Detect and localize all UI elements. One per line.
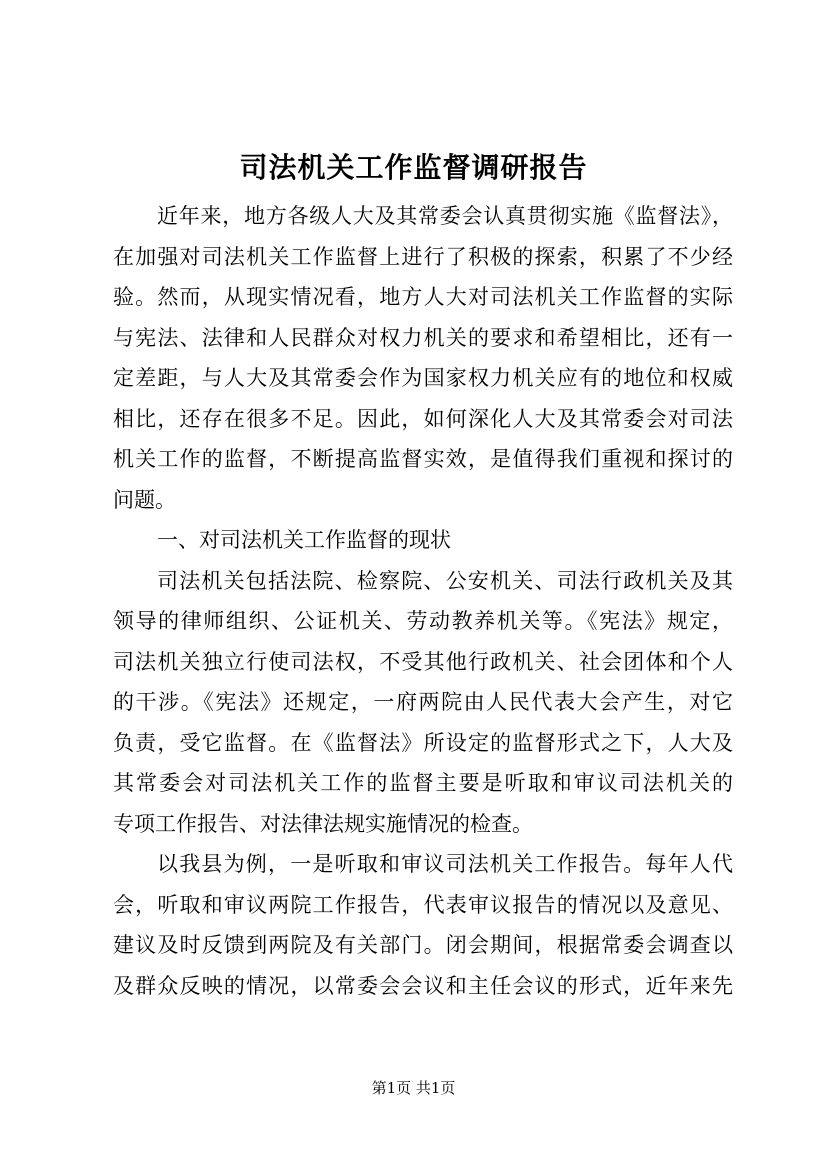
paragraph-line: 近年来，地方各级人大及其常委会认真贯彻实施《监督法》，	[157, 204, 733, 228]
paragraph-line: 其常委会对司法机关工作的监督主要是听取和审议司法机关的	[113, 771, 733, 795]
paragraph-line: 及群众反映的情况，以常委会会议和主任会议的形式，近年来先	[113, 973, 733, 998]
paragraph-line: 会，听取和审议两院工作报告，代表审议报告的情况以及意见、	[113, 892, 733, 917]
paragraph-line: 负责，受它监督。在《监督法》所设定的监督形式之下，人大及	[113, 730, 733, 755]
paragraph-line: 机关工作的监督，不断提高监督实效，是值得我们重视和探讨的	[113, 447, 733, 471]
document-title: 司法机关工作监督调研报告	[239, 151, 588, 184]
paragraph-line: 的干涉。《宪法》还规定，一府两院由人民代表大会产生，对它	[113, 690, 733, 714]
paragraph-line: 司法机关包括法院、检察院、公安机关、司法行政机关及其	[157, 568, 733, 593]
page-footer: 第1页 共1页	[371, 1079, 456, 1097]
paragraph-line: 与宪法、法律和人民群众对权力机关的要求和希望相比，还有一	[113, 325, 733, 350]
paragraph-line: 在加强对司法机关工作监督上进行了积极的探索，积累了不少经	[113, 244, 733, 269]
paragraph-line: 建议及时反馈到两院及有关部门。闭会期间，根据常委会调查以	[113, 933, 733, 957]
paragraph-line: 以我县为例，一是听取和审议司法机关工作报告。每年人代	[157, 852, 733, 876]
document-body	[113, 196, 733, 1006]
paragraph-line: 问题。	[113, 487, 176, 512]
section-heading: 一、对司法机关工作监督的现状	[157, 528, 451, 552]
paragraph-line: 验。然而，从现实情况看，地方人大对司法机关工作监督的实际	[113, 285, 733, 309]
paragraph-line: 相比，还存在很多不足。因此，如何深化人大及其常委会对司法	[113, 406, 733, 431]
paragraph-line: 专项工作报告、对法律法规实施情况的检查。	[113, 811, 533, 836]
paragraph-line: 领导的律师组织、公证机关、劳动教养机关等。《宪法》规定，	[113, 609, 733, 633]
paragraph-line: 司法机关独立行使司法权，不受其他行政机关、社会团体和个人	[113, 649, 733, 674]
paragraph-line: 定差距，与人大及其常委会作为国家权力机关应有的地位和权威	[113, 366, 733, 390]
